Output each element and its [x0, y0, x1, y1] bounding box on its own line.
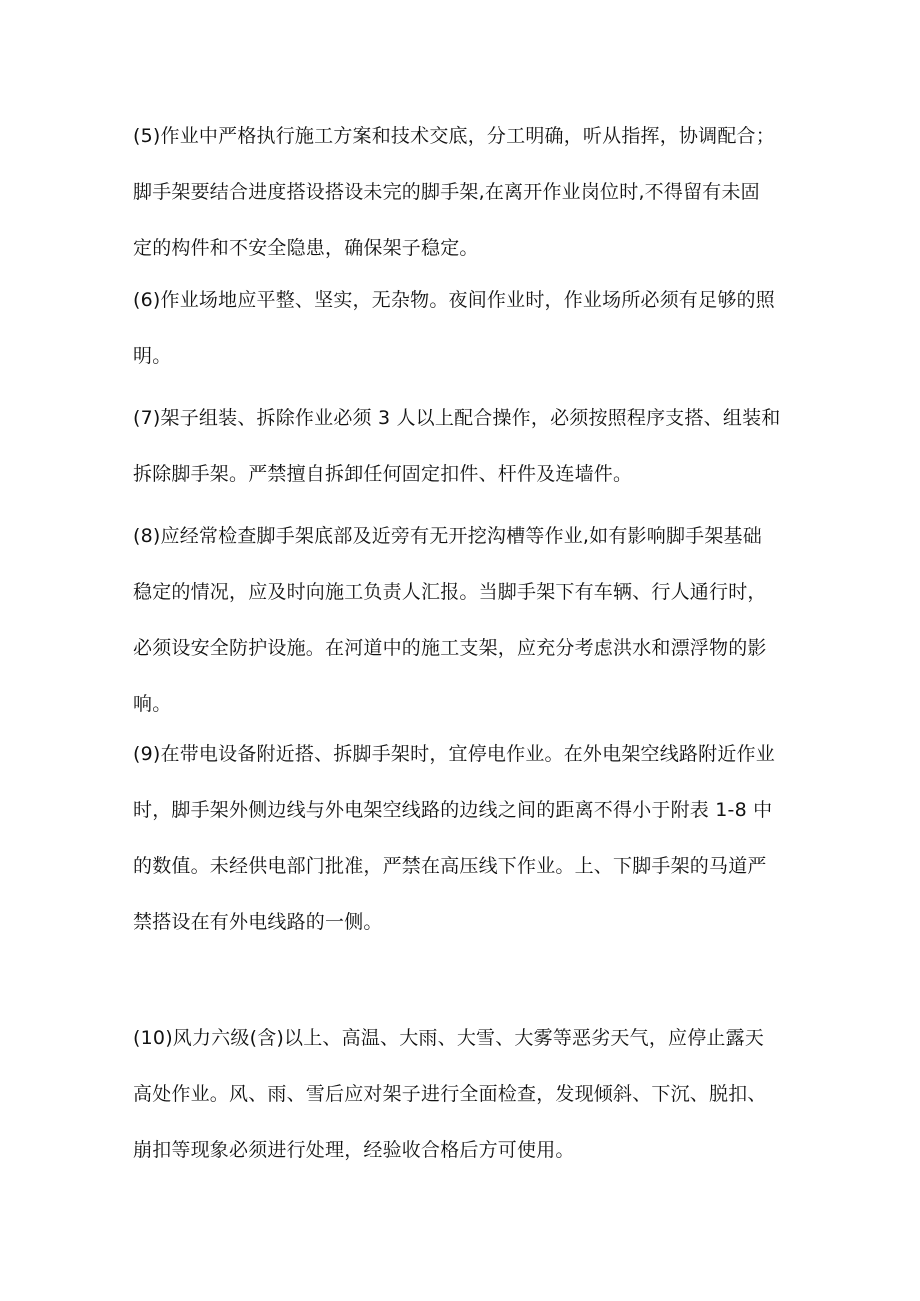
paragraph-line: (7)架子组装、拆除作业必须 3 人以上配合操作，必须按照程序支搭、组装和 [133, 407, 781, 429]
paragraph-line: 时，脚手架外侧边线与外电架空线路的边线之间的距离不得小于附表 1-8 中 [133, 799, 773, 821]
paragraph-item-6 [133, 272, 813, 384]
paragraph-item-10 [133, 1010, 813, 1178]
paragraph-line: 必须设安全防护设施。在河道中的施工支架，应充分考虑洪水和漂浮物的影 [133, 637, 767, 659]
paragraph-line: 稳定的情况，应及时向施工负责人汇报。当脚手架下有车辆、行人通行时， [133, 581, 767, 603]
paragraph-item-9 [133, 726, 813, 950]
paragraph-line: (9)在带电设备附近搭、拆脚手架时，宜停电作业。在外电架空线路附近作业 [133, 743, 775, 765]
paragraph-line: 崩扣等现象必须进行处理，经验收合格后方可使用。 [133, 1139, 575, 1161]
paragraph-line: (10)风力六级(含)以上、高温、大雨、大雪、大雾等恶劣天气，应停止露天 [133, 1027, 765, 1049]
paragraph-item-5 [133, 108, 813, 276]
paragraph-line: (6)作业场地应平整、坚实，无杂物。夜间作业时，作业场所必须有足够的照 [133, 289, 775, 311]
paragraph-line: 响。 [133, 693, 172, 715]
paragraph-item-8 [133, 508, 813, 732]
paragraph-item-7 [133, 390, 813, 502]
paragraph-line: (8)应经常检查脚手架底部及近旁有无开挖沟槽等作业,如有影响脚手架基础 [133, 525, 762, 547]
paragraph-line: 的数值。未经供电部门批准，严禁在高压线下作业。上、下脚手架的马道严 [133, 855, 767, 877]
paragraph-line: 定的构件和不安全隐患，确保架子稳定。 [133, 237, 479, 259]
paragraph-line: 禁搭设在有外电线路的一侧。 [133, 911, 383, 933]
paragraph-line: 明。 [133, 345, 172, 367]
paragraph-line: 拆除脚手架。严禁擅自拆卸任何固定扣件、杆件及连墙件。 [133, 463, 633, 485]
paragraph-line: (5)作业中严格执行施工方案和技术交底，分工明确，听从指挥，协调配合； [133, 125, 775, 147]
paragraph-line: 脚手架要结合进度搭设搭设未完的脚手架,在离开作业岗位时,不得留有未固 [133, 181, 760, 203]
paragraph-line: 高处作业。风、雨、雪后应对架子进行全面检查，发现倾斜、下沉、脱扣、 [133, 1083, 767, 1105]
